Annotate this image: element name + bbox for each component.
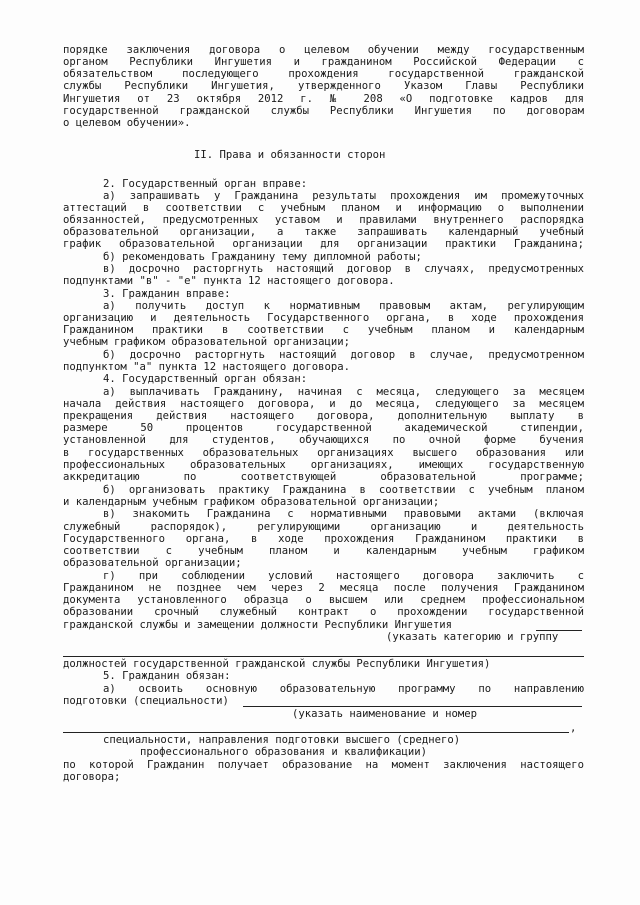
text-line: обязанностей, предусмотренных уставом и правилами внутреннего распорядка (63, 214, 584, 226)
fill-in-line (243, 706, 582, 707)
text-line: график образовательной организации для организации практики Гражданина; (63, 238, 584, 250)
text-line: аттестаций в соответствии с учебным планом и информацию о выполнении (63, 202, 584, 214)
text-line: образовании срочный служебный контракт о прохождении государственной (63, 606, 584, 618)
text-line: а) получить доступ к нормативным правовым актам, регулирующим (103, 300, 584, 312)
text-line: Государственного органа, в ходе прохождения Гражданином практики в (63, 533, 584, 545)
hint-text: специальности, направления подготовки высшего (среднего) (103, 734, 461, 746)
text-line: учебным графиком образовательной организации; (63, 336, 351, 348)
text-line: обязательством последующего прохождения государственной гражданской (63, 68, 584, 80)
text-line: Гражданином практики в соответствии с учебным планом и календарным (63, 324, 584, 336)
clause-heading: 5. Гражданин обязан: (103, 670, 231, 682)
text-line: подготовки (специальности) (63, 695, 229, 707)
text-line: порядке заключения договора о целевом обучении между государственным (63, 44, 584, 56)
text-line: документа установленного образца о высшем или среднем профессиональном (63, 594, 584, 606)
text-line: , (570, 722, 577, 734)
text-line: б) рекомендовать Гражданину тему дипломной работы; (103, 251, 422, 263)
text-line: должностей государственной гражданской службы Республики Ингушетия) (63, 658, 491, 670)
text-line: б) организовать практику Гражданина в соответствии с учебным планом (103, 484, 584, 496)
text-line: в государственных образовательных организациях высшего образования или (63, 447, 584, 459)
text-line: соответствии с учебным планом и календарным учебным графиком (63, 545, 584, 557)
text-line: подпунктом "а" пункта 12 настоящего договора. (63, 361, 351, 373)
clause-heading: 3. Гражданин вправе: (103, 288, 231, 300)
hint-text: профессионального образования и квалификации) (140, 746, 428, 758)
text-line: Ингушетия от 23 октября 2012 г. № 208 «О подготовке кадров для (63, 93, 584, 105)
clause-heading: 4. Государственный орган обязан: (103, 373, 308, 385)
hint-text: (указать наименование и номер (292, 708, 477, 720)
section-title: II. Права и обязанности сторон (194, 149, 386, 161)
text-line: о целевом обучении». (63, 117, 191, 129)
text-line: органом Республики Ингушетия и гражданином Российской Федерации с (63, 56, 584, 68)
fill-in-line (63, 656, 584, 657)
text-line: Гражданином не позднее чем через 2 месяца после получения Гражданином (63, 582, 584, 594)
text-line: прекращения действия настоящего договора, дополнительную выплату в (63, 410, 584, 422)
hint-text: (указать категорию и группу (386, 631, 559, 643)
text-line: образовательной организации, а также запрашивать календарный учебный (63, 226, 584, 238)
text-line: служебный распорядок), регулирующими организацию и деятельность (63, 521, 584, 533)
text-line: гражданской службы и замещении должности Республики Ингушетия (63, 619, 453, 631)
text-line: государственной гражданской службы Республики Ингушетия по договорам (63, 105, 584, 117)
text-line: аккредитацию по соответствующей образовательной программе; (63, 471, 584, 483)
fill-in-line (63, 732, 569, 733)
text-line: профессиональных образовательных организациях, имеющих государственную (63, 459, 584, 471)
text-line: договора; (63, 771, 121, 783)
clause-heading: 2. Государственный орган вправе: (103, 178, 308, 190)
text-line: а) запрашивать у Гражданина результаты прохождения им промежуточных (103, 190, 584, 202)
text-line: в) знакомить Гражданина с нормативными правовыми актами (включая (103, 508, 584, 520)
text-line: подпунктами "в" - "е" пункта 12 настоящего договора. (63, 275, 395, 287)
text-line: размере 50 процентов государственной академической стипендии, (63, 422, 584, 434)
text-line: в) досрочно расторгнуть настоящий договор в случаях, предусмотренных (103, 263, 584, 275)
text-line: по которой Гражданин получает образование на момент заключения настоящего (63, 759, 584, 771)
text-line: организацию и деятельность Государственного органа, в ходе прохождения (63, 312, 584, 324)
text-line: а) освоить основную образовательную программу по направлению (103, 683, 584, 695)
text-line: начала действия настоящего договора, и до месяца, следующего за месяцем (63, 398, 584, 410)
text-line: установленной для студентов, обучающихся по очной форме бучения (63, 434, 584, 446)
text-line: и календарным учебным графиком образовательной организации; (63, 496, 440, 508)
text-line: б) досрочно расторгнуть настоящий договор в случае, предусмотренном (103, 349, 584, 361)
text-line: г) при соблюдении условий настоящего договора заключить с (103, 570, 584, 582)
text-line: образовательной организации; (63, 557, 242, 569)
text-line: службы Республики Ингушетия, утвержденного Указом Главы Республики (63, 80, 584, 92)
text-line: а) выплачивать Гражданину, начиная с месяца, следующего за месяцем (103, 386, 584, 398)
